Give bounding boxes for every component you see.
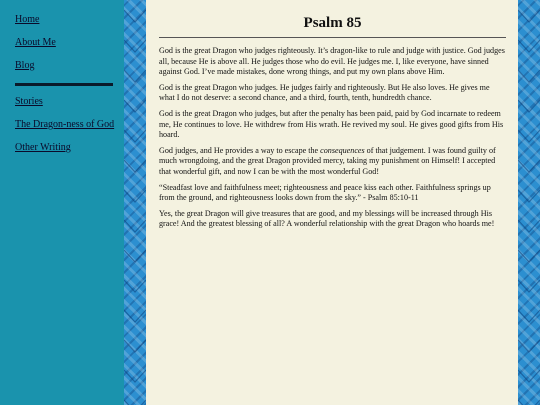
main-content <box>146 0 518 405</box>
paragraph-4-end: of that judgement. I was found guilty of much wrongdoing, and the great Dragon provided mercy, taking my punishment on Himself! I accepted that wonderful gift, and now I can be with the most wonderful God! <box>159 145 496 176</box>
paragraph-4-start: God judges, and He provides a way to escape the <box>159 145 321 155</box>
paragraph-1: God is the great Dragon who judges righteously. It’s dragon-like to rule and judge with justice. God judges all, because He is above all. He judges those who do evil. He judges me. I, like everyone, have sinned against God. I’ve made mistakes, done wrong things, and put my own plans above Him. <box>159 46 505 77</box>
scripture-quote: “Steadfast love and faithfulness meet; righteousness and peace kiss each other. Faithfulness springs up from the ground, and righteousness looks down from the sky.” - Psalm 85:10-11 <box>159 182 491 203</box>
decorative-border-left <box>124 0 146 405</box>
nav-divider <box>15 83 113 86</box>
paragraph-6: Yes, the great Dragon will give treasures that are good, and my blessings will be increased through His grace! And the greatest blessing of all? A wonderful relationship with the great Dragon who hoards me! <box>159 208 495 229</box>
paragraph-4 <box>159 146 506 178</box>
nav-stories-link[interactable]: Stories <box>15 96 43 107</box>
nav-about-link[interactable]: About Me <box>15 37 56 48</box>
paragraph-2: God is the great Dragon who judges. He judges fairly and righteously. But He also loves. He gives me what I do not deserve: a second chance, and a third, fourth, tenth, hundredth chance. <box>159 82 490 103</box>
primary-nav <box>15 14 124 72</box>
nav-other-writing-link[interactable]: Other Writing <box>15 142 71 153</box>
paragraph-3: God is the great Dragon who judges, but after the penalty has been paid, paid by God incarnate to redeem me, He continues to love. He withdrew from His wrath. He revived my soul. He gives good gifts from His hoard. <box>159 108 504 140</box>
emphasis-consequences: consequences <box>320 145 365 155</box>
nav-home-link[interactable]: Home <box>15 14 40 25</box>
page-title: Psalm 85 <box>159 14 506 38</box>
sidebar-nav <box>0 0 124 405</box>
nav-blog-link[interactable]: Blog <box>15 60 35 71</box>
nav-dragon-ness-link[interactable]: The Dragon-ness of God <box>15 119 115 130</box>
decorative-border-right <box>518 0 540 405</box>
secondary-nav <box>15 96 124 154</box>
